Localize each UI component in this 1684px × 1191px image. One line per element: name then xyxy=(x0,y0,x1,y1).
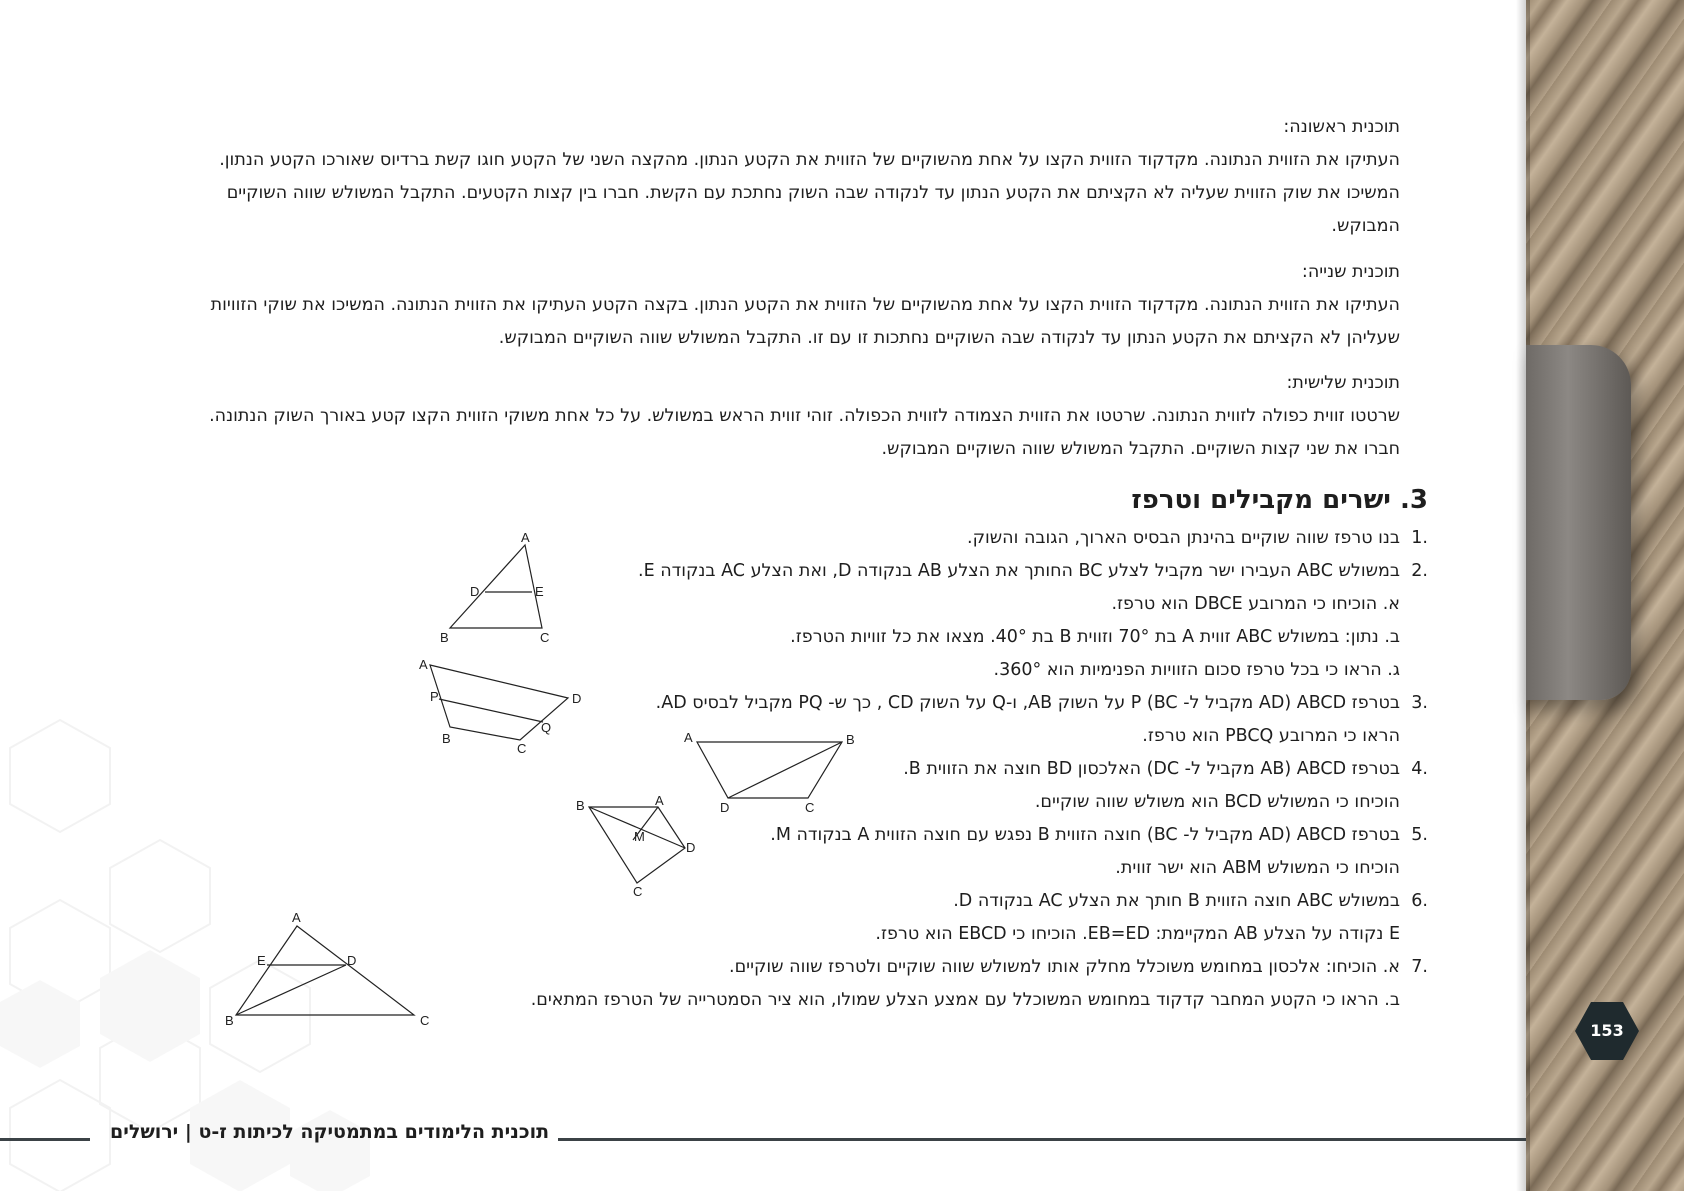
section-title: ישרים מקבילים וטרפז xyxy=(1131,485,1391,515)
figure-label: C xyxy=(517,741,527,756)
item-number: 5. xyxy=(1411,825,1428,845)
item-number: 6. xyxy=(1411,891,1428,911)
figure-label: D xyxy=(470,584,480,599)
figure-label: A xyxy=(684,730,693,745)
item-number: 2. xyxy=(1411,561,1428,581)
decorative-cube xyxy=(1526,345,1631,700)
item-text: ב. הראו כי הקטע המחבר קדקוד במחומש המשוכלל עם אמצע הצלע שמולו, הוא ציר הסמטרייה של הטרפז המתאים. xyxy=(530,990,1400,1010)
figure-label: D xyxy=(347,953,357,968)
figure-label: A xyxy=(419,657,428,672)
figure-label: E xyxy=(535,584,544,599)
footer-title: תוכנית הלימודים במתמטיקה לכיתות ז-ט | ירושלים xyxy=(110,1121,550,1143)
item-text: א. הוכיחו: אלכסון במחומש משוכלל מחלק אותו למשולש שווה שוקיים ולטרפז שווה שוקיים. xyxy=(729,957,1400,977)
figure-label: C xyxy=(633,884,643,899)
plan-3-title: תוכנית שלישית: xyxy=(1286,373,1400,393)
figure-triangle-de xyxy=(440,530,555,645)
plan-3-line: שרטטו זווית כפולה לזווית הנתונה. שרטטו את הזווית הצמודה לזווית הכפולה. זוהי זווית הראש במשולש. על כל אחת משוקי הזווית הקצו קטע באורך השוק הנתונה. xyxy=(209,406,1400,426)
item-text: E נקודה על הצלע AB המקיימת: EB=ED. הוכיחו כי EBCD הוא טרפז. xyxy=(875,924,1400,944)
figure-label: P xyxy=(430,689,439,704)
item-text: הוכיחו כי המשולש BCD הוא משולש שווה שוקיים. xyxy=(1034,792,1400,812)
figure-label: D xyxy=(720,800,730,813)
item-number: 7. xyxy=(1411,957,1428,977)
item-text: הראו כי המרובע PBCQ הוא טרפז. xyxy=(1142,726,1400,746)
figure-label: A xyxy=(521,530,530,545)
footer-rule-right xyxy=(558,1138,1526,1141)
page-number: 153 xyxy=(1590,1021,1624,1040)
figure-triangle-bisector xyxy=(222,910,437,1030)
figure-trapezoid-diagonal xyxy=(680,728,860,813)
item-text: ג. הראו כי בכל טרפז סכום הזוויות הפנימיות הוא 360°. xyxy=(993,660,1400,680)
figure-trapezoid-bisectors xyxy=(575,795,700,900)
item-text: בטרפז ABCD (AD מקביל ל- BC) חוצה הזווית B נפגש עם חוצה הזווית A בנקודה M. xyxy=(770,825,1400,845)
figure-label: A xyxy=(655,795,664,808)
figure-label: B xyxy=(442,731,451,746)
item-text: בטרפז ABCD (AD מקביל ל- BC) P על השוק AB, ו-Q על השוק CD , כך ש- PQ מקביל לבסיס AD. xyxy=(655,693,1400,713)
item-text: בטרפז ABCD (AB מקביל ל- DC) האלכסון BD חוצה את הזווית B. xyxy=(903,759,1400,779)
section-heading xyxy=(1131,485,1428,515)
figure-label: B xyxy=(846,732,855,747)
footer-rule-left xyxy=(0,1138,90,1141)
item-text: א. הוכיחו כי המרובע DBCE הוא טרפז. xyxy=(1111,594,1400,614)
section-number: 3. xyxy=(1400,485,1428,515)
figure-label: D xyxy=(572,691,582,706)
figure-label: C xyxy=(420,1013,430,1028)
item-number: 4. xyxy=(1411,759,1428,779)
plan-2-line: שעליהן לא הקציתם את הקטע הנתון עד לנקודה שבה השוקיים נחתכות זו עם זו. התקבל המשולש שווה השוקיים המבוקש. xyxy=(498,328,1400,348)
plan-1-line: המשיכו את שוק הזווית שעליה לא הקציתם את הקטע הנתון עד לנקודה שבה השוק נחתכת עם הקשת. חברו בין קצות הקטעים. התקבל המשולש שווה השוקיים xyxy=(226,183,1400,203)
item-text: הוכיחו כי המשולש ABM הוא ישר זווית. xyxy=(1115,858,1400,878)
item-text: ב. נתון: במשולש ABC זווית A בת 70° וזווית B בת 40°. מצאו את כל זוויות הטרפז. xyxy=(790,627,1400,647)
figure-label: B xyxy=(576,798,585,813)
plan-2-line: העתיקו את הזווית הנתונה. מקדקוד הזווית הקצו על אחת מהשוקיים של הזווית את הקטע הנתון. בקצה הקטע העתיקו את הזווית הנתונה. המשיכו את שוקי הזוויות xyxy=(210,295,1400,315)
figure-trapezoid-pq xyxy=(415,655,590,760)
figure-label: B xyxy=(225,1013,234,1028)
figure-label: D xyxy=(686,840,696,855)
item-text: במשולש ABC העבירו ישר מקביל לצלע BC החותך את הצלע AB בנקודה D, ואת הצלע AC בנקודה E. xyxy=(638,561,1400,581)
plan-2 xyxy=(211,256,1400,355)
figure-label: B xyxy=(440,630,449,645)
plan-1-line: העתיקו את הזווית הנתונה. מקדקוד הזווית הקצו על אחת מהשוקיים של הזווית את הקטע הנתון. מהקצה השני של הקטע חוגו קשת ברדיוס שאורכו הקטע הנתון. xyxy=(219,150,1400,170)
plan-1-line: המבוקש. xyxy=(1331,216,1400,236)
plan-2-title: תוכנית שנייה: xyxy=(1301,262,1400,282)
figure-label: A xyxy=(292,910,301,925)
plan-1 xyxy=(219,111,1400,243)
figure-label: C xyxy=(805,800,815,813)
figure-label: E xyxy=(257,953,266,968)
item-number: 3. xyxy=(1411,693,1428,713)
figure-label: C xyxy=(540,630,550,645)
item-number: 1. xyxy=(1411,528,1428,548)
figure-label: M xyxy=(634,829,645,844)
page-number-badge xyxy=(1575,1002,1639,1060)
figure-label: Q xyxy=(541,720,552,735)
item-text: בנו טרפז שווה שוקיים בהינתן הבסיס הארוך, הגובה והשוק. xyxy=(967,528,1400,548)
plan-3-line: חברו את שני קצות השוקיים. התקבל המשולש שווה השוקיים המבוקש. xyxy=(881,439,1400,459)
item-text: במשולש ABC חוצה הזווית B חותך את הצלע AC בנקודה D. xyxy=(953,891,1400,911)
plan-3 xyxy=(209,367,1400,466)
plan-1-title: תוכנית ראשונה: xyxy=(1283,117,1400,137)
